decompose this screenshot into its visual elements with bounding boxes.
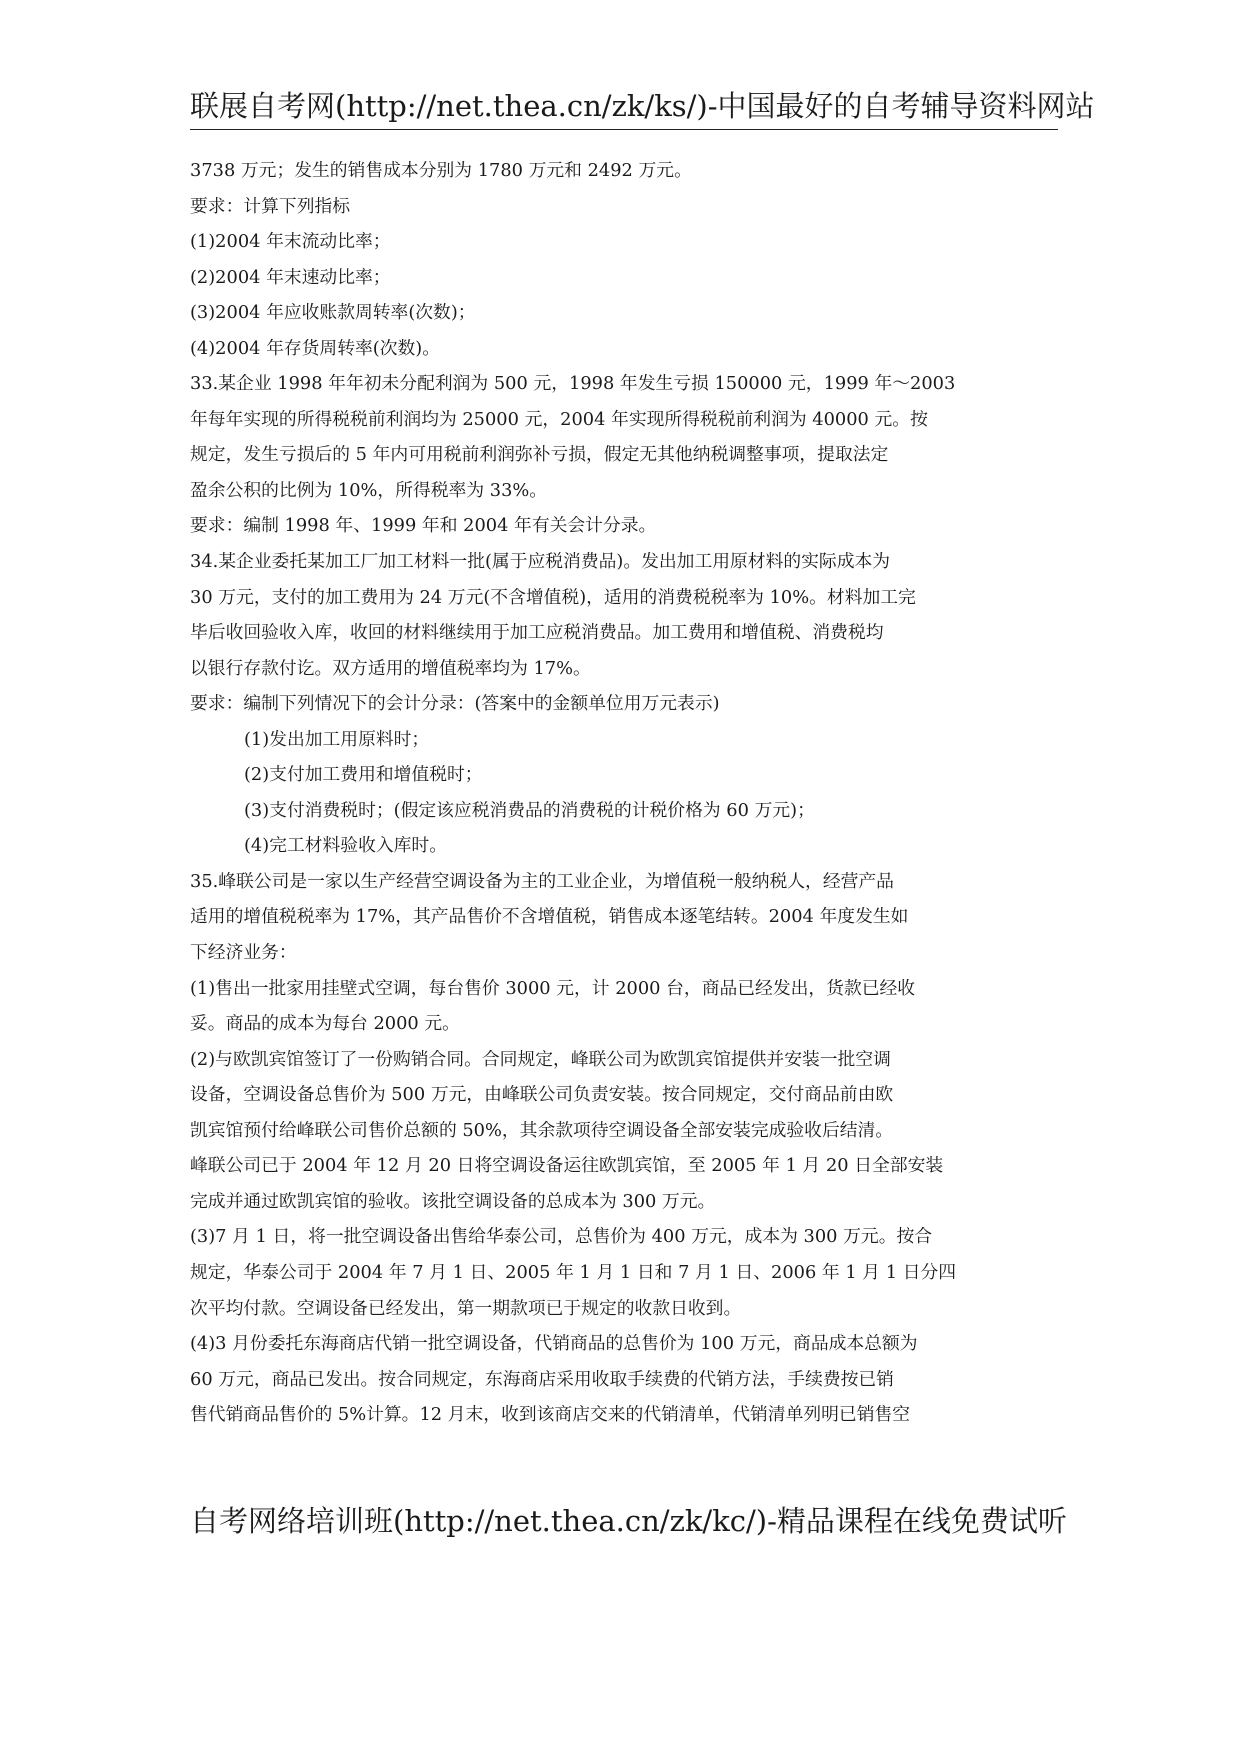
- text-line: (4)完工材料验收入库时。: [244, 835, 447, 857]
- text-line: (4)2004 年存货周转率(次数)。: [190, 337, 440, 359]
- text-line: 适用的增值税税率为 17%，其产品售价不含增值税，销售成本逐笔结转。2004 年度发生如: [190, 906, 909, 928]
- text-line: 要求：编制下列情况下的会计分录：(答案中的金额单位用万元表示): [190, 693, 720, 715]
- text-line: 规定，发生亏损后的 5 年内可用税前利润弥补亏损，假定无其他纳税调整事项，提取法定: [190, 444, 889, 466]
- text-line: 要求：编制 1998 年、1999 年和 2004 年有关会计分录。: [190, 515, 657, 537]
- text-line: (1)发出加工用原料时；: [244, 728, 430, 750]
- text-line: 凯宾馆预付给峰联公司售价总额的 50%，其余款项待空调设备全部安装完成验收后结清。: [190, 1119, 894, 1141]
- text-line: (3)7 月 1 日，将一批空调设备出售给华泰公司，总售价为 400 万元，成本为 300 万元。按合: [190, 1226, 933, 1248]
- text-line: 盈余公积的比例为 10%，所得税率为 33%。: [190, 479, 548, 501]
- text-line: (2)与欧凯宾馆签订了一份购销合同。合同规定，峰联公司为欧凯宾馆提供并安装一批空调: [190, 1048, 891, 1070]
- text-line: 30 万元，支付的加工费用为 24 万元(不含增值税)，适用的消费税税率为 10%。材料加工完: [190, 586, 916, 608]
- text-line: (3)2004 年应收账款周转率(次数)；: [190, 302, 476, 324]
- text-line: 售代销商品售价的 5%计算。12 月末，收到该商店交来的代销清单，代销清单列明已销售空: [190, 1404, 911, 1426]
- text-line: (2)2004 年末速动比率；: [190, 266, 391, 288]
- page-header: 联展自考网(http://net.thea.cn/zk/ks/)-中国最好的自考辅导资料网站: [190, 89, 1095, 123]
- text-line: 设备，空调设备总售价为 500 万元，由峰联公司负责安装。按合同规定，交付商品前由欧: [190, 1084, 894, 1106]
- text-line: 年每年实现的所得税税前利润均为 25000 元，2004 年实现所得税税前利润为 40000 元。按: [190, 408, 928, 430]
- text-line: 以银行存款付讫。双方适用的增值税率均为 17%。: [190, 657, 591, 679]
- document-body: [190, 153, 1058, 1433]
- text-line: 妥。商品的成本为每台 2000 元。: [190, 1013, 460, 1035]
- text-line: 下经济业务：: [190, 942, 297, 964]
- text-line: 要求：计算下列指标: [190, 195, 351, 217]
- text-line: (1)售出一批家用挂壁式空调，每台售价 3000 元，计 2000 台，商品已经发出，货款已经收: [190, 977, 916, 999]
- text-line: 34.某企业委托某加工厂加工材料一批(属于应税消费品)。发出加工用原材料的实际成本为: [190, 551, 891, 573]
- text-line: 60 万元，商品已发出。按合同规定，东海商店采用收取手续费的代销方法，手续费按已销: [190, 1368, 894, 1390]
- text-line: (2)支付加工费用和增值税时；: [244, 764, 483, 786]
- text-line: 33.某企业 1998 年年初未分配利润为 500 元，1998 年发生亏损 150000 元，1999 年～2003: [190, 373, 956, 395]
- page-footer: 自考网络培训班(http://net.thea.cn/zk/kc/)-精品课程在线免费试听: [190, 1504, 1067, 1538]
- text-line: 毕后收回验收入库，收回的材料继续用于加工应税消费品。加工费用和增值税、消费税均: [190, 622, 884, 644]
- text-line: 峰联公司已于 2004 年 12 月 20 日将空调设备运往欧凯宾馆，至 2005 年 1 月 20 日全部安装: [190, 1155, 944, 1177]
- text-line: 规定，华泰公司于 2004 年 7 月 1 日、2005 年 1 月 1 日和 7 月 1 日、2006 年 1 月 1 日分四: [190, 1261, 957, 1283]
- text-line: 次平均付款。空调设备已经发出，第一期款项已于规定的收款日收到。: [190, 1297, 742, 1319]
- text-line: 完成并通过欧凯宾馆的验收。该批空调设备的总成本为 300 万元。: [190, 1190, 716, 1212]
- text-line: 35.峰联公司是一家以生产经营空调设备为主的工业企业，为增值税一般纳税人，经营产品: [190, 870, 894, 892]
- text-line: (3)支付消费税时；(假定该应税消费品的消费税的计税价格为 60 万元)；: [244, 799, 815, 821]
- text-line: 3738 万元；发生的销售成本分别为 1780 万元和 2492 万元。: [190, 160, 692, 181]
- text-line: (4)3 月份委托东海商店代销一批空调设备，代销商品的总售价为 100 万元，商品成本总额为: [190, 1333, 918, 1355]
- text-line: (1)2004 年末流动比率；: [190, 231, 391, 253]
- header-divider: [190, 129, 1058, 130]
